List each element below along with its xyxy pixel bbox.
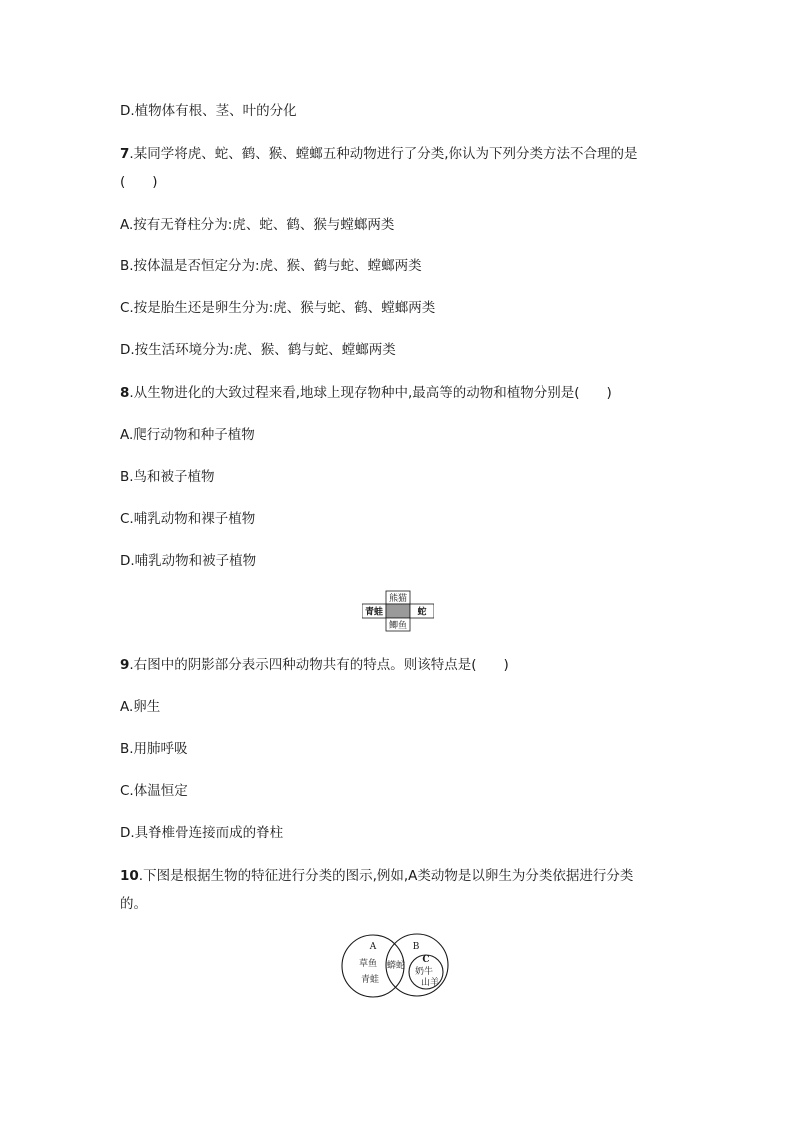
cross-shaded-center	[386, 604, 410, 618]
venn-label-b: B	[412, 942, 420, 952]
q7-stem: .某同学将虎、蛇、鹤、猴、螳螂五种动物进行了分类,你认为下列分类方法不合理的是	[129, 146, 638, 162]
q7-option-b: B.按体温是否恒定分为:虎、猴、鹤与蛇、螳螂两类	[120, 258, 422, 274]
venn-a-item1: 草鱼	[358, 959, 378, 969]
q7-number: 7	[120, 146, 130, 162]
q10-stem-text: .下图是根据生物的特征进行分类的图示,例如,A类动物是以卵生为分类依据进行分类	[138, 868, 634, 884]
q8-option-d: D.哺乳动物和被子植物	[120, 553, 257, 569]
cross-label-bottom: 鲫鱼	[388, 621, 408, 631]
venn-c-item2: 山羊	[420, 978, 440, 988]
venn-ab-item: 蟒蛇	[386, 961, 406, 971]
venn-c-item1: 奶牛	[414, 967, 434, 977]
q9-number: 9	[120, 657, 130, 673]
q9-option-d: D.具脊椎骨连接而成的脊柱	[120, 825, 284, 841]
q8-stem	[120, 384, 612, 402]
q8-number: 8	[120, 385, 130, 401]
q9-stem-text: .右图中的阴影部分表示四种动物共有的特点。则该特点是( )	[129, 657, 509, 673]
q7-stem-line2: ( )	[120, 174, 158, 190]
q7-option-d: D.按生活环境分为:虎、猴、鹤与蛇、螳螂两类	[120, 342, 396, 358]
q7-option-c: C.按是胎生还是卵生分为:虎、猴与蛇、鹤、螳螂两类	[120, 300, 436, 316]
venn-label-a: A	[369, 942, 377, 952]
classification-venn-diagram	[340, 932, 455, 1000]
q10-stem-line2: 的。	[120, 896, 147, 912]
q8-option-c: C.哺乳动物和裸子植物	[120, 511, 256, 527]
q10-number: 10	[120, 868, 139, 884]
q10-stem-line1	[120, 867, 633, 885]
cross-label-left: 青蛙	[364, 607, 384, 618]
q8-stem-text: .从生物进化的大致过程来看,地球上现存物种中,最高等的动物和植物分别是( )	[129, 385, 612, 401]
q8-option-b: B.鸟和被子植物	[120, 469, 215, 485]
venn-a-item2: 青蛙	[360, 975, 380, 985]
q9-option-b: B.用肺呼吸	[120, 741, 188, 757]
q9-stem	[120, 656, 509, 674]
q8-option-a: A.爬行动物和种子植物	[120, 427, 255, 443]
animal-cross-diagram	[362, 590, 434, 632]
cross-label-right: 蛇	[417, 607, 427, 618]
venn-label-c: C	[422, 955, 430, 965]
q7-stem-line1	[120, 145, 638, 163]
q7-option-a: A.按有无脊柱分为:虎、蛇、鹤、猴与螳螂两类	[120, 217, 395, 233]
q6-option-d: D.植物体有根、茎、叶的分化	[120, 103, 297, 119]
q9-option-a: A.卵生	[120, 699, 161, 715]
q9-option-c: C.体温恒定	[120, 783, 188, 799]
cross-label-top: 熊猫	[388, 594, 408, 604]
